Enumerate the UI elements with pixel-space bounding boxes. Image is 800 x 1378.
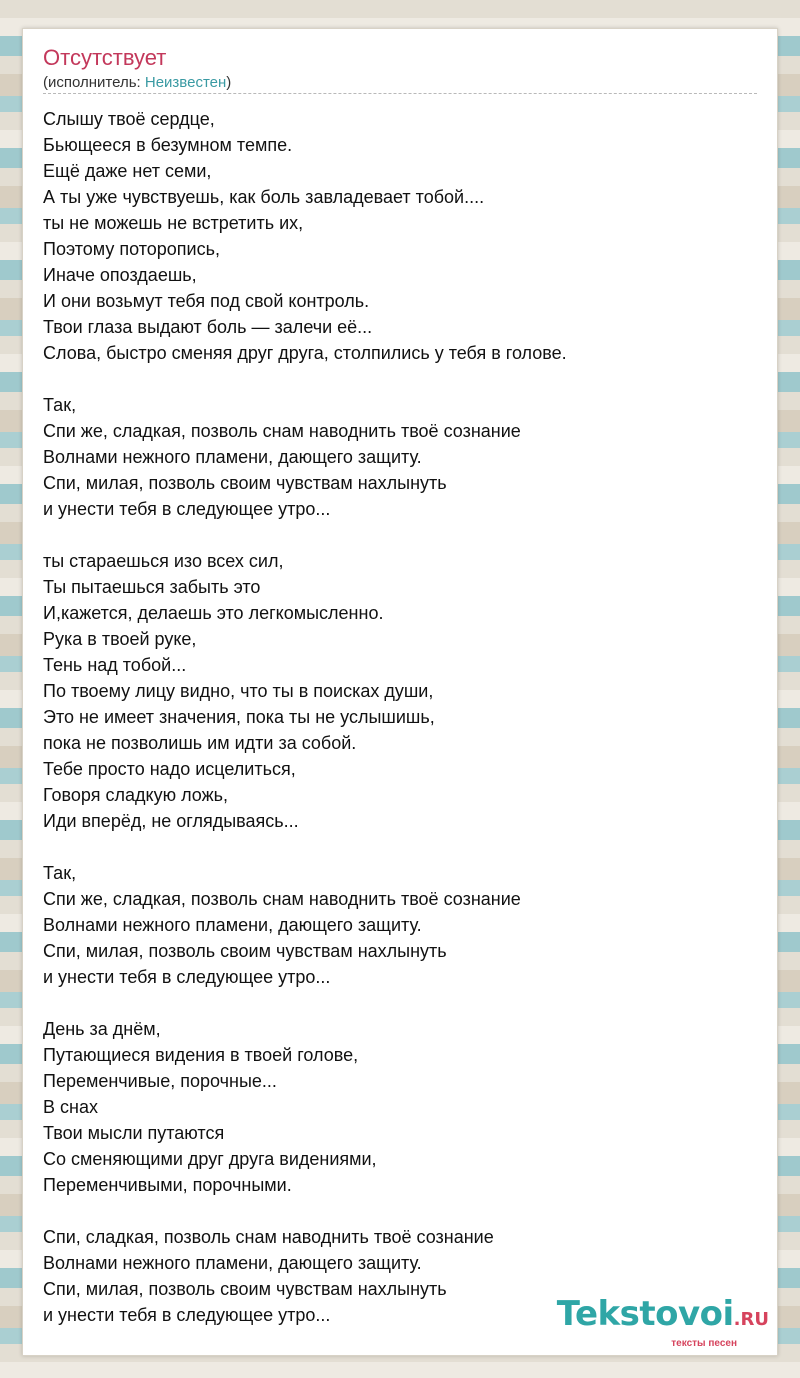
lyric-line: и унести тебя в следующее утро... bbox=[43, 1305, 331, 1325]
lyric-line: Ещё даже нет семи, bbox=[43, 161, 212, 181]
lyric-line: Поэтому поторопись, bbox=[43, 239, 220, 259]
lyric-line: ты стараешься изо всех сил, bbox=[43, 551, 284, 571]
lyric-line: Иначе опоздаешь, bbox=[43, 265, 197, 285]
lyric-line: Спи же, сладкая, позволь снам наводнить твоё сознание bbox=[43, 889, 521, 909]
lyric-line: ты не можешь не встретить их, bbox=[43, 213, 304, 233]
lyric-line: Спи, милая, позволь своим чувствам нахлынуть bbox=[43, 1279, 447, 1299]
lyric-line: Так, bbox=[43, 863, 77, 883]
lyric-line: Рука в твоей руке, bbox=[43, 629, 197, 649]
artist-link[interactable]: Неизвестен bbox=[144, 74, 227, 91]
lyric-line: Переменчивыми, порочными. bbox=[43, 1175, 292, 1195]
lyric-line: Твои мысли путаются bbox=[43, 1123, 225, 1143]
lyric-line: Спи же, сладкая, позволь снам наводнить твоё сознание bbox=[43, 421, 521, 441]
lyric-line: В снах bbox=[43, 1097, 98, 1117]
lyric-line: Волнами нежного пламени, дающего защиту. bbox=[43, 447, 422, 467]
lyric-line: Волнами нежного пламени, дающего защиту. bbox=[43, 915, 422, 935]
lyric-line: День за днём, bbox=[43, 1019, 161, 1039]
lyric-line: Спи, сладкая, позволь снам наводнить твоё сознание bbox=[43, 1227, 494, 1247]
lyrics-card bbox=[22, 28, 778, 1356]
lyric-line: Со сменяющими друг друга видениями, bbox=[43, 1149, 377, 1169]
artist-suffix: ) bbox=[226, 74, 232, 91]
lyric-line: Слова, быстро сменяя друг друга, столпились у тебя в голове. bbox=[43, 343, 567, 363]
logo-wordmark bbox=[557, 1296, 769, 1338]
lyric-line: Бьющееся в безумном темпе. bbox=[43, 135, 293, 155]
lyrics-body bbox=[43, 106, 763, 1328]
stanza-break bbox=[43, 522, 763, 548]
logo-tld: .RU bbox=[733, 1309, 769, 1330]
lyric-line: Переменчивые, порочные... bbox=[43, 1071, 277, 1091]
lyric-line: Спи, милая, позволь своим чувствам нахлынуть bbox=[43, 473, 447, 493]
stanza-break bbox=[43, 990, 763, 1016]
song-title: Отсутствует bbox=[43, 45, 167, 70]
header-divider bbox=[43, 93, 757, 94]
lyric-line: По твоему лицу видно, что ты в поисках души, bbox=[43, 681, 434, 701]
logo-main-text: Tekstovoi bbox=[556, 1294, 734, 1334]
lyric-line: и унести тебя в следующее утро... bbox=[43, 499, 331, 519]
stanza-break bbox=[43, 834, 763, 860]
lyric-line: Путающиеся видения в твоей голове, bbox=[43, 1045, 359, 1065]
site-logo[interactable] bbox=[557, 1296, 769, 1349]
lyric-line: И,кажется, делаешь это легкомысленно. bbox=[43, 603, 384, 623]
lyric-line: Так, bbox=[43, 395, 77, 415]
lyric-line: Тень над тобой... bbox=[43, 655, 187, 675]
artist-line bbox=[43, 74, 231, 92]
stanza-break bbox=[43, 366, 763, 392]
lyric-line: Слышу твоё сердце, bbox=[43, 109, 215, 129]
lyric-line: Волнами нежного пламени, дающего защиту. bbox=[43, 1253, 422, 1273]
lyric-line: Тебе просто надо исцелиться, bbox=[43, 759, 296, 779]
lyric-line: Иди вперёд, не оглядываясь... bbox=[43, 811, 299, 831]
stanza-break bbox=[43, 1198, 763, 1224]
lyric-line: Ты пытаешься забыть это bbox=[43, 577, 261, 597]
lyric-line: И они возьмут тебя под свой контроль. bbox=[43, 291, 370, 311]
lyric-line: Это не имеет значения, пока ты не услышишь, bbox=[43, 707, 435, 727]
lyric-line: Твои глаза выдают боль — залечи её... bbox=[43, 317, 373, 337]
lyric-line: Спи, милая, позволь своим чувствам нахлынуть bbox=[43, 941, 447, 961]
logo-tagline: тексты песен bbox=[671, 1338, 737, 1349]
lyric-line: пока не позволишь им идти за собой. bbox=[43, 733, 357, 753]
lyric-line: Говоря сладкую ложь, bbox=[43, 785, 229, 805]
artist-prefix: (исполнитель: bbox=[43, 74, 145, 91]
lyric-line: и унести тебя в следующее утро... bbox=[43, 967, 331, 987]
lyric-line: А ты уже чувствуешь, как боль завладевает тобой.... bbox=[43, 187, 485, 207]
